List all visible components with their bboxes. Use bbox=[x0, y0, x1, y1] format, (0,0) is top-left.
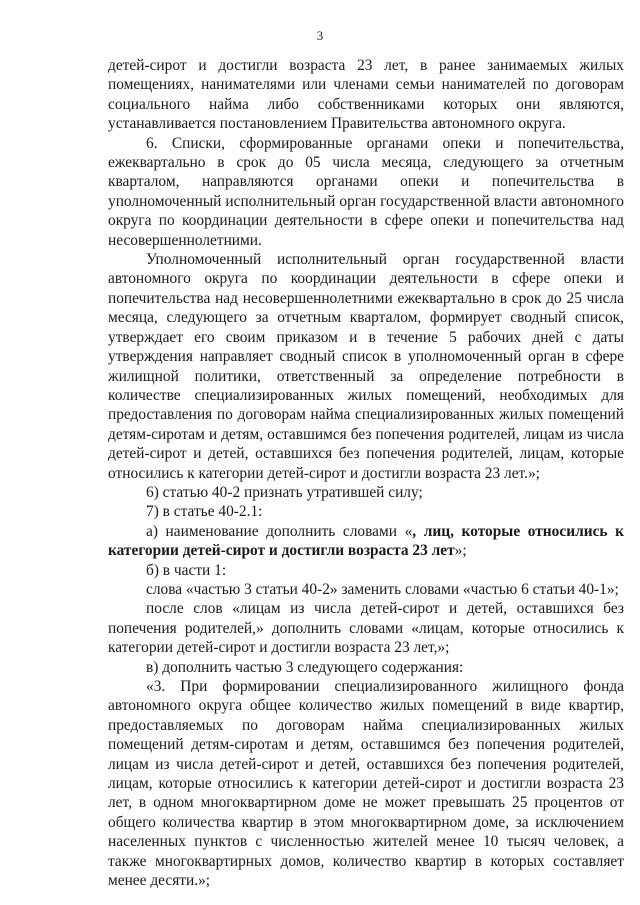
document-body bbox=[108, 56, 624, 890]
page-number: 3 bbox=[316, 28, 324, 43]
paragraph-part-3: «3. При формировании специализированного жилищного фонда автономного округа общее количество жилых помещений в виде квартир, предоставляемых по договорам найма специализированных жилых помещений детям-сиротам и детям, оставшимся без попечения родителей, лицам из числа детей-сирот и детей, оставшихся без попечения родителей, лицам, которые относились к категории детей-сирот и достигли возраста 23 лет, в одном многоквартирном доме не может превышать 25 процентов от общего количества квартир в этом многоквартирном доме, за исключением населенных пунктов с численностью жителей менее 10 тысяч человек, а также многоквартирных домов, количество квартир в которых составляет менее десяти.»; bbox=[108, 678, 624, 890]
paragraph-amendment-7c: в) дополнить частью 3 следующего содержания: bbox=[146, 658, 464, 676]
paragraph-add-words: после слов «лицам из числа детей-сирот и детей, оставшихся без попечения родителей,» дополнить словами «лицам, которые относились к категории детей-сирот и достигли возраста 23 лет,»; bbox=[108, 600, 624, 657]
paragraph-replace-words: слова «частью 3 статьи 40-2» заменить словами «частью 6 статьи 40-1»; bbox=[146, 580, 619, 598]
amendment-7a-text: а) наименование дополнить словами « bbox=[146, 522, 413, 540]
paragraph-amendment-7: 7) в статье 40-2.1: bbox=[146, 503, 263, 521]
paragraph-amendment-7a bbox=[108, 522, 624, 561]
paragraph-amendment-7b: б) в части 1: bbox=[146, 561, 227, 579]
paragraph-consolidated-list: Уполномоченный исполнительный орган государственной власти автономного округа по координации деятельности в сфере опеки и попечительства над несовершеннолетними ежеквартально в срок до 25 числа месяца, следующего за отчетным кварталом, формирует сводный список, утверждает его своим приказом и в течение 5 рабочих дней с даты утверждения направляет сводный список в уполномоченный орган в сфере жилищной политики, ответственный за определение потребности в количестве специализированных жилых помещений, необходимых для предоставления по договорам найма специализированных жилых помещений детям-сиротам и детям, оставшимся без попечения родителей, лицам из числа детей-сирот и детей, оставшихся без попечения родителей, лицам, которые относились к категории детей-сирот и достигли возраста 23 лет.»; bbox=[108, 251, 624, 482]
paragraph-amendment-6: 6) статью 40-2 признать утратившей силу; bbox=[146, 483, 423, 501]
amendment-7a-bold-text: , лиц, которые относились к категории детей-сирот и достигли возраста 23 лет bbox=[108, 522, 624, 560]
amendment-7a-end: »; bbox=[454, 542, 467, 560]
paragraph-continuation: детей-сирот и достигли возраста 23 лет, в ранее занимаемых жилых помещениях, нанимателями или членами семьи нанимателей по договорам социального найма либо собственниками которых они являются, устанавливается постановлением Правительства автономного округа. bbox=[108, 57, 624, 133]
paragraph-item-6: 6. Списки, сформированные органами опеки и попечительства, ежеквартально в срок до 05 числа месяца, следующего за отчетным кварталом, направляются органами опеки и попечительства в уполномоченный исполнительный орган государственной власти автономного округа по координации деятельности в сфере опеки и попечительства над несовершеннолетними. bbox=[108, 134, 624, 249]
